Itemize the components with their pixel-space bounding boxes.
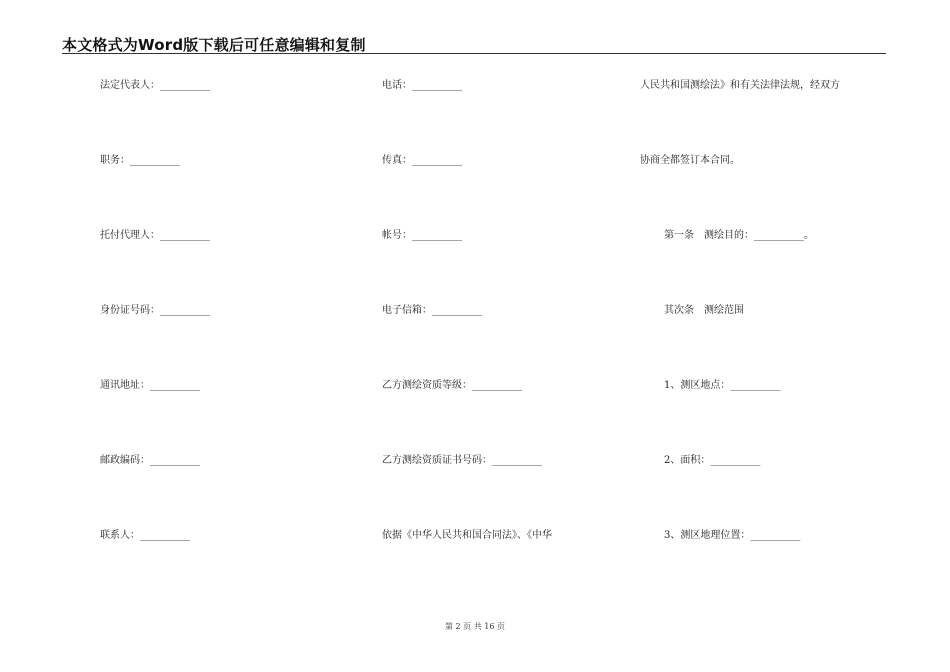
article-2-scope: 其次条 测绘范围: [664, 305, 744, 316]
field-postal-code: 邮政编码：__________: [100, 455, 200, 466]
field-geographic-position: 3、测区地理位置：__________: [664, 530, 801, 541]
header-divider: [62, 53, 886, 54]
page-number: 第 2 页 共 16 页: [445, 622, 505, 631]
field-account: 帐号：__________: [382, 230, 462, 241]
field-authorized-agent: 托付代理人：__________: [100, 230, 210, 241]
contract-basis-text-cont: 人民共和国测绘法》和有关法律法规，经双方: [640, 80, 840, 91]
field-legal-representative: 法定代表人：__________: [100, 80, 210, 91]
field-qualification-cert-number: 乙方测绘资质证书号码：__________: [382, 455, 542, 466]
field-phone: 电话：__________: [382, 80, 462, 91]
article-1-purpose: 第一条 测绘目的：__________。: [664, 230, 814, 241]
field-qualification-level: 乙方测绘资质等级：__________: [382, 380, 522, 391]
field-fax: 传真：__________: [382, 155, 462, 166]
field-position: 职务：__________: [100, 155, 180, 166]
field-id-number: 身份证号码：__________: [100, 305, 210, 316]
field-email: 电子信箱：__________: [382, 305, 482, 316]
field-survey-location: 1、测区地点：__________: [664, 380, 781, 391]
contract-basis-text: 依据《中华人民共和国合同法》、《中华: [382, 530, 552, 541]
document-header-title: 本文格式为Word版下载后可任意编辑和复制: [62, 36, 366, 54]
field-mailing-address: 通讯地址：__________: [100, 380, 200, 391]
field-area: 2、面积：__________: [664, 455, 761, 466]
field-contact-person: 联系人：__________: [100, 530, 190, 541]
contract-agreement-text: 协商全都签订本合同。: [640, 155, 740, 166]
